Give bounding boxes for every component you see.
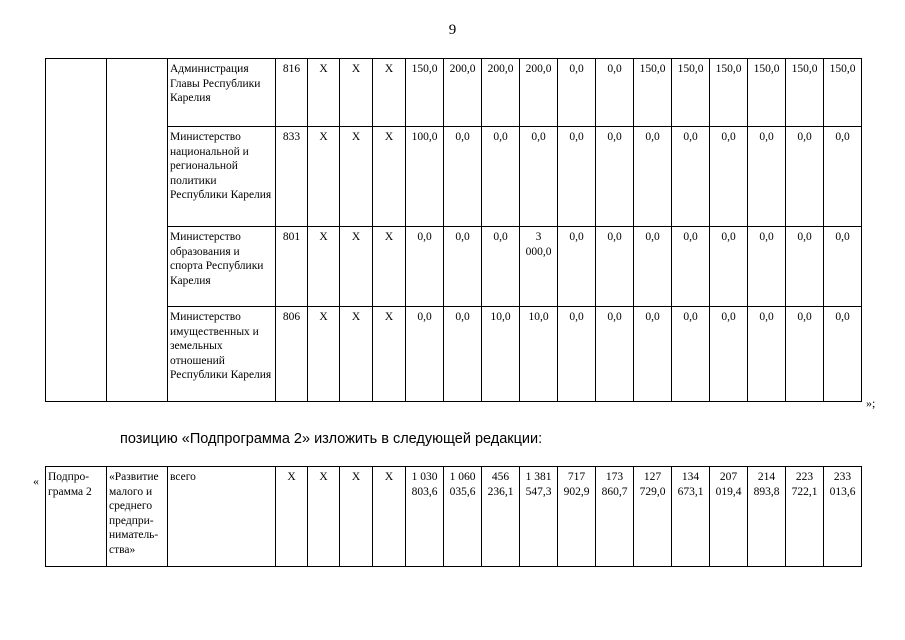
page-number: 9 <box>448 22 457 38</box>
value-cell: 0,0 <box>672 227 710 307</box>
x-cell: Х <box>340 307 373 402</box>
value-cell: 0,0 <box>596 307 634 402</box>
code-cell: 806 <box>276 307 308 402</box>
value-cell: 0,0 <box>558 59 596 127</box>
value-cell: 0,0 <box>406 307 444 402</box>
opening-quote-mark: « <box>33 474 39 488</box>
value-cell: 0,0 <box>748 307 786 402</box>
value-cell: 0,0 <box>786 227 824 307</box>
value-cell: 200,0 <box>444 59 482 127</box>
table-row <box>46 307 862 402</box>
value-cell: 150,0 <box>634 59 672 127</box>
value-cell: 0,0 <box>824 127 862 227</box>
org-cell: Министерство национальной и региональной политики Республики Карелия <box>168 127 276 227</box>
x-cell: Х <box>373 467 406 567</box>
value-cell: 0,0 <box>710 227 748 307</box>
value-cell: 0,0 <box>634 227 672 307</box>
value-cell: 173 860,7 <box>596 467 634 567</box>
value-cell: 0,0 <box>558 227 596 307</box>
table-row <box>46 127 862 227</box>
value-cell: 1 381 547,3 <box>520 467 558 567</box>
x-cell: Х <box>308 227 340 307</box>
x-cell: Х <box>340 127 373 227</box>
org-cell: Министерство имущественных и земельных отношений Республики Карелия <box>168 307 276 402</box>
x-cell: Х <box>340 59 373 127</box>
value-cell: 223 722,1 <box>786 467 824 567</box>
value-cell: 134 673,1 <box>672 467 710 567</box>
value-cell: 214 893,8 <box>748 467 786 567</box>
value-cell: 0,0 <box>444 307 482 402</box>
value-cell: 717 902,9 <box>558 467 596 567</box>
value-cell: 10,0 <box>482 307 520 402</box>
table-row <box>46 59 862 127</box>
value-cell: 150,0 <box>748 59 786 127</box>
value-cell: 0,0 <box>748 227 786 307</box>
value-cell: 150,0 <box>406 59 444 127</box>
org-cell: Министерство образования и спорта Республики Карелия <box>168 227 276 307</box>
subprogram-name-cell: «Развитие малого и среднего предпри-ниматель-ства» <box>107 467 168 567</box>
value-cell: 0,0 <box>596 227 634 307</box>
status-cell <box>46 59 107 402</box>
table-row <box>46 227 862 307</box>
value-cell: 200,0 <box>482 59 520 127</box>
x-cell: Х <box>340 227 373 307</box>
org-cell: Администрация Главы Республики Карелия <box>168 59 276 127</box>
x-cell: Х <box>308 307 340 402</box>
value-cell: 0,0 <box>444 127 482 227</box>
x-cell: Х <box>373 227 406 307</box>
value-cell: 10,0 <box>520 307 558 402</box>
x-cell: Х <box>340 467 373 567</box>
value-cell: 0,0 <box>596 59 634 127</box>
table-row <box>46 467 862 567</box>
value-cell: 0,0 <box>824 227 862 307</box>
closing-quote-mark: »; <box>866 396 876 410</box>
value-cell: 233 013,6 <box>824 467 862 567</box>
value-cell: 100,0 <box>406 127 444 227</box>
org-cell: всего <box>168 467 276 567</box>
value-cell: 150,0 <box>824 59 862 127</box>
value-cell: 150,0 <box>786 59 824 127</box>
x-cell: Х <box>373 59 406 127</box>
x-cell: Х <box>373 307 406 402</box>
status-cell: Подпро-грамма 2 <box>46 467 107 567</box>
code-cell: 816 <box>276 59 308 127</box>
value-cell: 0,0 <box>672 127 710 227</box>
value-cell: 0,0 <box>558 307 596 402</box>
value-cell: 0,0 <box>482 127 520 227</box>
value-cell: 207 019,4 <box>710 467 748 567</box>
value-cell: 127 729,0 <box>634 467 672 567</box>
value-cell: 0,0 <box>406 227 444 307</box>
value-cell: 0,0 <box>482 227 520 307</box>
value-cell: 1 030 803,6 <box>406 467 444 567</box>
code-cell: 801 <box>276 227 308 307</box>
value-cell: 3 000,0 <box>520 227 558 307</box>
value-cell: 0,0 <box>444 227 482 307</box>
budget-table-continued <box>45 58 862 402</box>
value-cell: 0,0 <box>786 127 824 227</box>
value-cell: 0,0 <box>520 127 558 227</box>
instruction-text: позицию «Подпрограмма 2» изложить в следующей редакции: <box>120 431 543 447</box>
value-cell: 0,0 <box>786 307 824 402</box>
value-cell: 0,0 <box>634 307 672 402</box>
code-cell: 833 <box>276 127 308 227</box>
x-cell: Х <box>373 127 406 227</box>
value-cell: 200,0 <box>520 59 558 127</box>
x-cell: Х <box>276 467 308 567</box>
x-cell: Х <box>308 467 340 567</box>
value-cell: 0,0 <box>634 127 672 227</box>
value-cell: 0,0 <box>710 127 748 227</box>
value-cell: 0,0 <box>748 127 786 227</box>
value-cell: 0,0 <box>824 307 862 402</box>
value-cell: 1 060 035,6 <box>444 467 482 567</box>
x-cell: Х <box>308 59 340 127</box>
subprogram-name-cell <box>107 59 168 402</box>
value-cell: 150,0 <box>710 59 748 127</box>
subprogram-table <box>45 466 862 567</box>
value-cell: 456 236,1 <box>482 467 520 567</box>
value-cell: 0,0 <box>596 127 634 227</box>
value-cell: 150,0 <box>672 59 710 127</box>
value-cell: 0,0 <box>710 307 748 402</box>
value-cell: 0,0 <box>558 127 596 227</box>
x-cell: Х <box>308 127 340 227</box>
value-cell: 0,0 <box>672 307 710 402</box>
